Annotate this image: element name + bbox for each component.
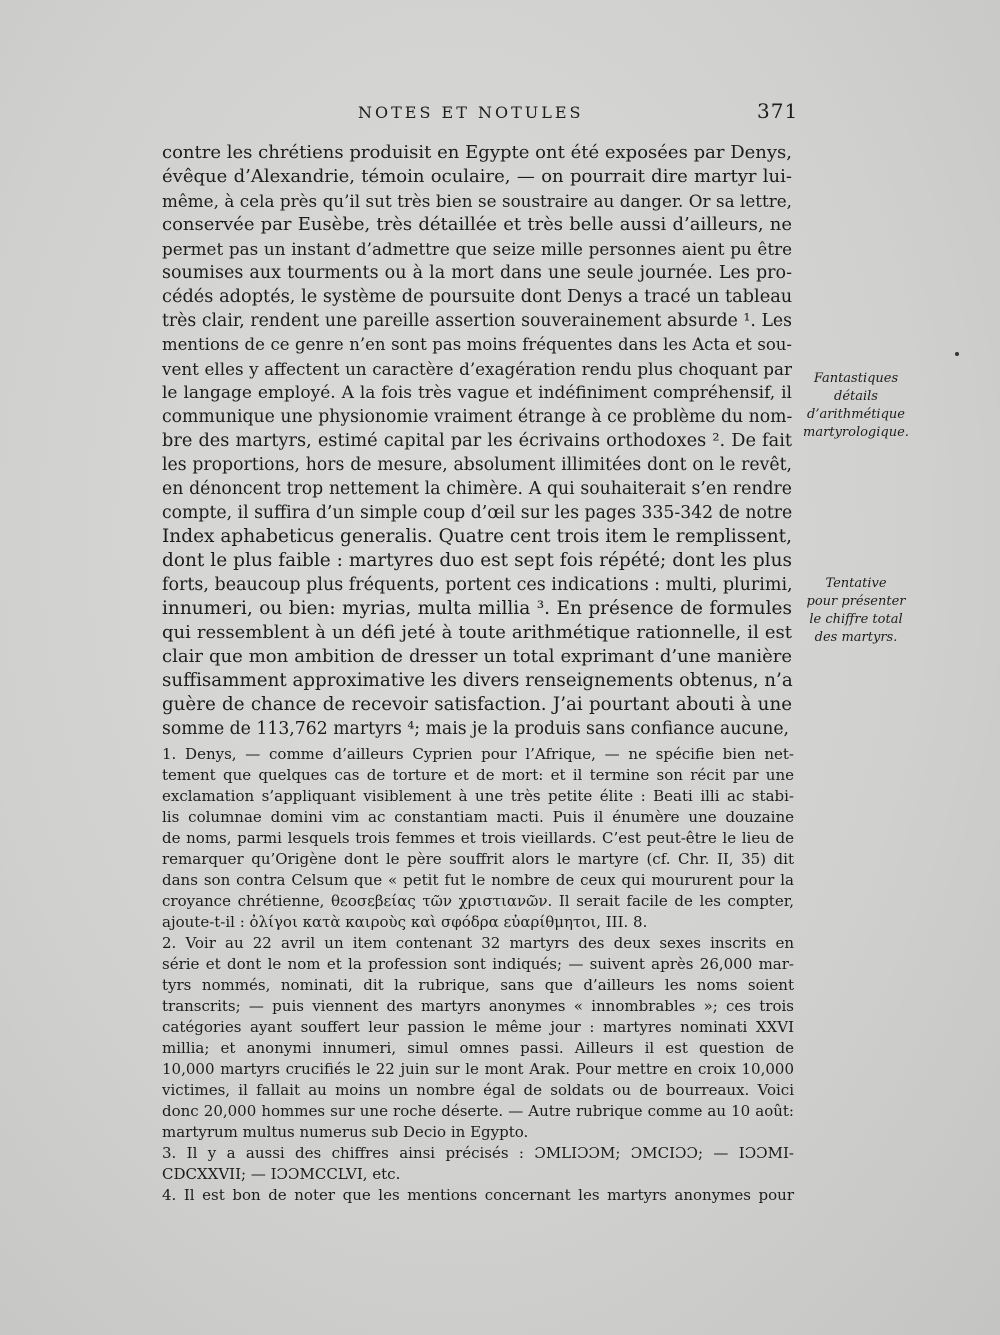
footnote-line: remarquer qu’Origène dont le père souffrit alors le martyre (cf. Chr. II, 35) dit xyxy=(162,850,794,868)
footnote-line: croyance chrétienne, θεοσεβείας τῶν χριστιανῶν. Il serait facile de les compter, xyxy=(162,892,794,910)
footnote-line: série et dont le nom et la profession sont indiqués; — suivent après 26,000 mar- xyxy=(162,955,794,973)
margin-note-arithmetic xyxy=(786,370,926,442)
footnote-line: tement que quelques cas de torture et de mort: et il termine son récit par une xyxy=(162,766,794,784)
body-line: suffisamment approximative les divers renseignements obtenus, n’a xyxy=(162,670,793,691)
body-line: contre les chrétiens produisit en Egypte ont été exposées par Denys, xyxy=(162,142,792,163)
body-line: Index aphabeticus generalis. Quatre cent trois item le remplissent, xyxy=(162,526,792,547)
footnote-line: CDCXXVII; — IƆƆMCCLVI, etc. xyxy=(162,1165,401,1183)
footnote-line: exclamation s’appliquant visiblement à une très petite élite : Beati illi ac stabi- xyxy=(162,787,794,805)
body-line: vent elles y affectent un caractère d’exagération rendu plus choquant par xyxy=(162,359,792,379)
footnote-line: 4. Il est bon de noter que les mentions concernant les martyrs anonymes pour xyxy=(162,1186,794,1204)
body-line: en dénoncent trop nettement la chimère. A qui souhaiterait s’en rendre xyxy=(162,479,792,499)
margin-note-line: pour présenter xyxy=(806,594,906,609)
margin-note-line: détails xyxy=(834,389,878,404)
footnote-line: transcrits; — puis viennent des martyrs anonymes « innombrables »; ces trois xyxy=(162,997,794,1015)
body-line: permet pas un instant d’admettre que seize mille personnes aient pu être xyxy=(162,239,792,259)
margin-note-line: Fantastiques xyxy=(813,371,899,386)
body-line: conservée par Eusèbe, très détaillée et très belle aussi d’ailleurs, ne xyxy=(162,214,792,235)
margin-note-line: Tentative xyxy=(825,576,887,591)
body-line: très clair, rendent une pareille assertion souverainement absurde ¹. Les xyxy=(162,311,792,331)
paper-speck xyxy=(955,352,959,356)
footnote-line: 2. Voir au 22 avril un item contenant 32 martyrs des deux sexes inscrits en xyxy=(162,934,794,952)
footnote-line: catégories ayant souffert leur passion le même jour : martyres nominati XXVI xyxy=(162,1018,794,1036)
body-line: qui ressemblent à un défi jeté à toute arithmétique rationnelle, il est xyxy=(162,622,792,643)
body-line: dont le plus faible : martyres duo est sept fois répété; dont les plus xyxy=(162,550,792,571)
body-line: le langage employé. A la fois très vague et indéfiniment compréhensif, il xyxy=(162,383,792,403)
body-line: bre des martyrs, estimé capital par les écrivains orthodoxes ². De fait xyxy=(162,431,792,451)
margin-note-line: le chiffre total xyxy=(809,612,903,627)
body-line: somme de 113,762 martyrs ⁴; mais je la produis sans confiance aucune, xyxy=(162,719,790,739)
margin-note-line: d’arithmétique xyxy=(807,407,905,422)
body-line: mentions de ce genre n’en sont pas moins fréquentes dans les Acta et sou- xyxy=(162,335,792,354)
body-line: compte, il suffira d’un simple coup d’œil sur les pages 335-342 de notre xyxy=(162,503,793,523)
footnote-line: dans son contra Celsum que « petit fut le nombre de ceux qui moururent pour la xyxy=(162,871,794,889)
margin-note-line: martyrologique. xyxy=(803,425,909,440)
footnote-line: de noms, parmi lesquels trois femmes et trois vieillards. C’est peut-être le lieu de xyxy=(162,829,794,847)
footnote-line: 1. Denys, — comme d’ailleurs Cyprien pour l’Afrique, — ne spécifie bien net- xyxy=(162,745,794,763)
body-line: forts, beaucoup plus fréquents, portent ces indications : multi, plurimi, xyxy=(162,575,793,595)
footnote-line: lis columnae domini vim ac constantiam macti. Puis il énumère une douzaine xyxy=(162,808,794,826)
body-line: même, à cela près qu’il sut très bien se soustraire au danger. Or sa lettre, xyxy=(162,191,792,211)
body-line: clair que mon ambition de dresser un total exprimant d’une manière xyxy=(162,646,792,667)
footnote-line: ajoute-t-il : ὀλίγοι κατὰ καιροὺς καὶ σφόδρα εὐαρίθμητοι, III. 8. xyxy=(162,913,648,931)
footnote-line: millia; et anonymi innumeri, simul omnes passi. Ailleurs il est question de xyxy=(162,1039,794,1057)
body-line: innumeri, ou bien: myrias, multa millia ³. En présence de formules xyxy=(162,598,792,619)
footnote-line: 3. Il y a aussi des chiffres ainsi précisés : ƆMLIƆƆM; ƆMCIƆƆ; — IƆƆMI- xyxy=(162,1144,794,1162)
running-head: NOTES ET NOTULES xyxy=(358,103,584,122)
margin-note-total xyxy=(786,575,926,647)
margin-note-line: des martyrs. xyxy=(814,630,898,645)
footnote-line: tyrs nommés, nominati, dit la rubrique, sans que d’ailleurs les noms soient xyxy=(162,976,794,994)
footnote-line: martyrum multus numerus sub Decio in Egypto. xyxy=(162,1123,529,1141)
footnote-line: victimes, il fallait au moins un nombre égal de soldats ou de bourreaux. Voici xyxy=(162,1081,794,1099)
body-line: guère de chance de recevoir satisfaction. J’ai pourtant abouti à une xyxy=(162,694,792,715)
body-line: soumises aux tourments ou à la mort dans une seule journée. Les pro- xyxy=(162,263,792,283)
body-line: évêque d’Alexandrie, témoin oculaire, — on pourrait dire martyr lui- xyxy=(162,166,792,187)
body-line: cédés adoptés, le système de poursuite dont Denys a tracé un tableau xyxy=(162,287,793,307)
footnote-line: 10,000 martyrs crucifiés le 22 juin sur le mont Arak. Pour mettre en croix 10,000 xyxy=(162,1060,794,1078)
page-number: 371 xyxy=(757,99,799,123)
footnote-line: donc 20,000 hommes sur une roche déserte. — Autre rubrique comme au 10 août: xyxy=(162,1102,794,1120)
body-line: les proportions, hors de mesure, absolument illimitées dont on le revêt, xyxy=(162,455,792,475)
body-line: communique une physionomie vraiment étrange à ce problème du nom- xyxy=(162,407,793,427)
